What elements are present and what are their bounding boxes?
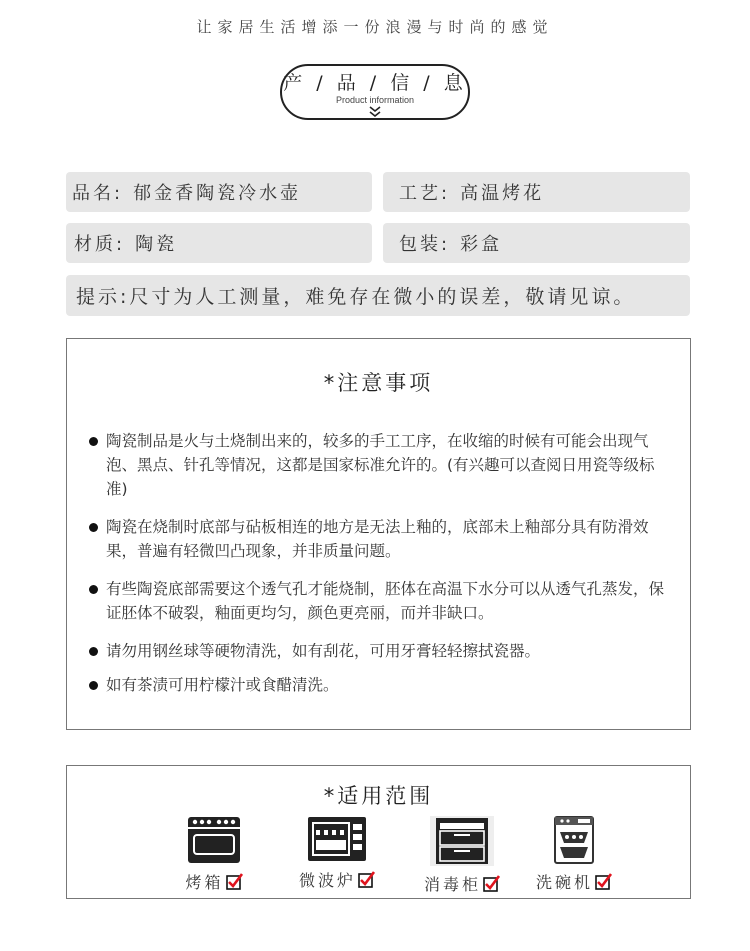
dishwasher-icon bbox=[554, 816, 594, 864]
appliance-label: 洗碗机 bbox=[535, 873, 593, 892]
bullet-icon bbox=[89, 523, 98, 532]
note-text: 陶瓷制品是火与土烧制出来的，较多的手工工序，在收缩的时候有可能会出现气泡、黑点、针孔等情况，这都是国家标准允许的。(有兴趣可以查阅日用瓷等级标准) bbox=[106, 432, 655, 498]
product-info-badge bbox=[280, 64, 470, 120]
notes-title: *注意事项 bbox=[323, 371, 434, 395]
appliance-sterilizer bbox=[402, 816, 522, 895]
info-value: 郁金香陶瓷冷水壶 bbox=[133, 183, 302, 204]
double-chevron-down-icon bbox=[368, 106, 382, 118]
usage-section bbox=[66, 765, 691, 899]
appliance-microwave bbox=[277, 816, 397, 891]
usage-title: *适用范围 bbox=[323, 784, 434, 808]
info-value: 彩盒 bbox=[460, 234, 503, 255]
info-value: 高温烤花 bbox=[460, 183, 545, 204]
list-item bbox=[89, 429, 675, 501]
note-text: 陶瓷在烧制时底部与砧板相连的地方是无法上釉的，底部未上釉部分具有防滑效果，普遍有轻微凹凸现象，并非质量问题。 bbox=[106, 518, 649, 560]
info-tip: 提示:尺寸为人工测量，难免存在微小的误差，敬请见谅。 bbox=[66, 275, 690, 316]
badge-subtitle: Product information bbox=[335, 95, 415, 105]
sterilizer-cabinet-icon bbox=[430, 816, 494, 866]
microwave-icon bbox=[307, 816, 367, 862]
info-material bbox=[66, 223, 372, 263]
list-item bbox=[89, 639, 675, 663]
checkbox-checked-icon bbox=[595, 873, 612, 890]
note-text: 请勿用钢丝球等硬物清洗，如有刮花，可用牙膏轻轻擦拭瓷器。 bbox=[106, 642, 541, 660]
notes-list bbox=[89, 429, 675, 711]
checkbox-checked-icon bbox=[226, 873, 243, 890]
list-item bbox=[89, 577, 675, 625]
appliance-dishwasher bbox=[514, 816, 634, 893]
note-text: 如有茶渍可用柠檬汁或食醋清洗。 bbox=[106, 676, 339, 694]
info-value: 陶瓷 bbox=[135, 234, 178, 255]
appliance-label: 烤箱 bbox=[185, 873, 224, 892]
list-item bbox=[89, 515, 675, 563]
info-package bbox=[383, 223, 690, 263]
checkbox-checked-icon bbox=[483, 875, 500, 892]
appliance-list bbox=[67, 816, 690, 896]
info-label: 包装: bbox=[399, 234, 451, 255]
appliance-oven bbox=[154, 816, 274, 893]
notes-section bbox=[66, 338, 691, 730]
info-label: 工艺: bbox=[399, 183, 451, 204]
badge-title: 产 / 品 / 信 / 息 bbox=[283, 72, 467, 94]
note-text: 有些陶瓷底部需要这个透气孔才能烧制，胚体在高温下水分可以从透气孔蒸发，保证胚体不破裂，釉面更均匀，颜色更亮丽，而并非缺口。 bbox=[106, 580, 665, 622]
tagline: 让家居生活增添一份浪漫与时尚的感觉 bbox=[196, 18, 554, 36]
info-craft bbox=[383, 172, 690, 212]
bullet-icon bbox=[89, 437, 98, 446]
bullet-icon bbox=[89, 647, 98, 656]
info-label: 材质: bbox=[74, 234, 126, 255]
oven-icon bbox=[187, 816, 241, 864]
bullet-icon bbox=[89, 681, 98, 690]
info-label: 品名: bbox=[72, 183, 124, 204]
bullet-icon bbox=[89, 585, 98, 594]
info-product-name bbox=[66, 172, 372, 212]
appliance-label: 微波炉 bbox=[298, 871, 356, 890]
appliance-label: 消毒柜 bbox=[423, 875, 481, 894]
list-item bbox=[89, 673, 675, 697]
checkbox-checked-icon bbox=[358, 871, 375, 888]
